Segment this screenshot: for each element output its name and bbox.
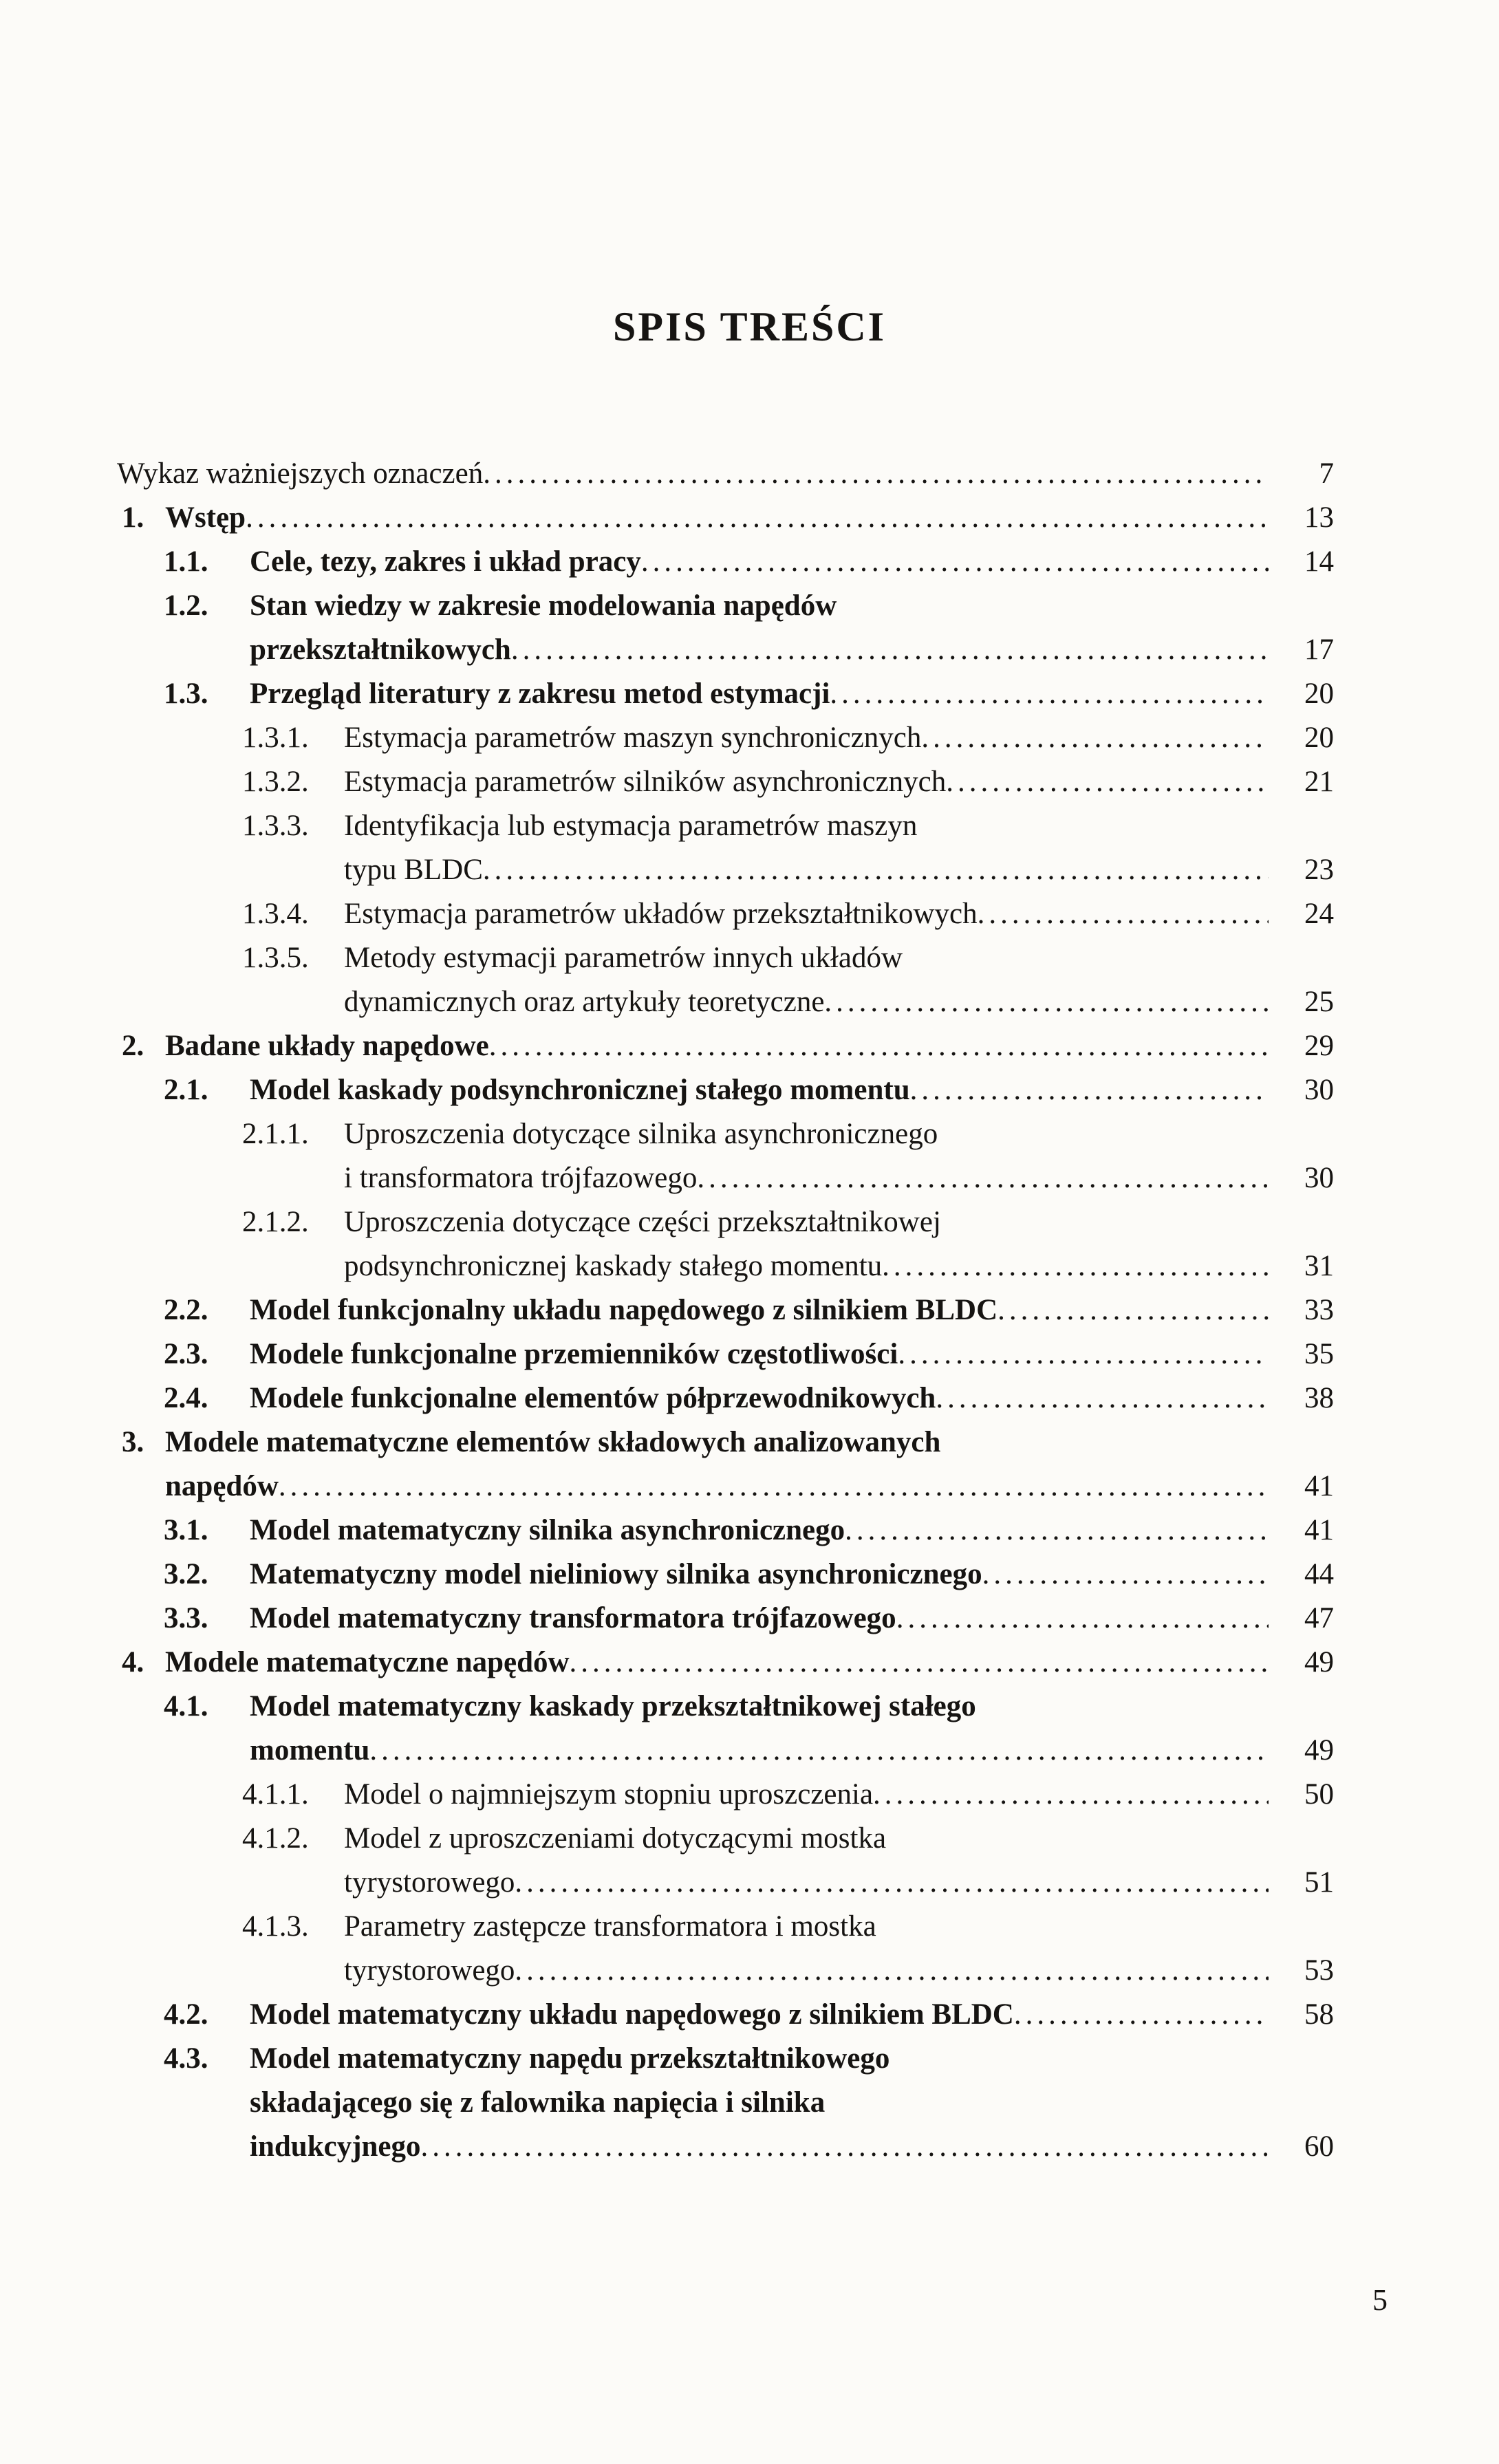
toc-entry-page: 60: [1304, 2130, 1334, 2163]
page-number: 5: [1372, 2283, 1388, 2317]
toc-entry-line: [0, 936, 1334, 980]
toc-entry: [0, 584, 1334, 672]
toc-entry-line: [0, 1376, 1334, 1420]
toc-entry-text: Modele funkcjonalne elementów półprzewodnikowych: [250, 1382, 936, 1414]
toc-entry-line: [0, 628, 1334, 672]
toc-entry-number: 4.3.: [164, 2042, 208, 2075]
dot-leader: [570, 1641, 1269, 1685]
dot-leader: [873, 1773, 1269, 1817]
toc-entry-line: [0, 1993, 1334, 2037]
toc-entry-page: 38: [1304, 1382, 1334, 1414]
toc-entry-number: 3.3.: [164, 1602, 208, 1634]
toc-entry-line: [0, 1597, 1334, 1641]
toc-entry-number: 3.1.: [164, 1514, 208, 1546]
toc-entry-line: [0, 1465, 1334, 1509]
toc-entry-text: indukcyjnego: [250, 2130, 421, 2163]
dot-leader: [882, 1244, 1269, 1288]
toc-entry-number: 1.3.: [164, 678, 208, 710]
toc-entry-text: Estymacja parametrów układów przekształtnikowych: [344, 898, 978, 930]
toc-entry-line: [0, 892, 1334, 936]
toc-entry-text: Model matematyczny układu napędowego z silnikiem BLDC: [250, 1998, 1014, 2031]
toc-entry-line: [0, 1332, 1334, 1376]
toc-entry-number: 1.: [122, 501, 144, 534]
toc-entry-line: [0, 1156, 1334, 1200]
dot-leader: [489, 1024, 1269, 1068]
dot-leader: [279, 1465, 1269, 1509]
toc-entry-number: 2.: [122, 1030, 144, 1062]
toc-entry: [0, 1200, 1334, 1288]
toc-entry-text: typu BLDC: [344, 854, 483, 886]
dot-leader: [978, 892, 1269, 936]
toc-entry-page: 44: [1304, 1558, 1334, 1590]
page-title: SPIS TREŚCI: [612, 304, 887, 349]
toc-entry-line: [0, 980, 1334, 1024]
toc-entry-number: 2.4.: [164, 1382, 208, 1414]
toc-entry-line: [0, 1949, 1334, 1993]
dot-leader: [1014, 1993, 1269, 2037]
toc-entry-page: 51: [1304, 1866, 1334, 1899]
dot-leader: [515, 1949, 1269, 1993]
toc-entry-number: 2.3.: [164, 1338, 208, 1370]
dot-leader: [946, 760, 1269, 804]
toc-entry-text: dynamicznych oraz artykuły teoretyczne: [344, 986, 825, 1018]
toc-entry-text: tyrystorowego: [344, 1954, 515, 1987]
toc-entry-line: [0, 1861, 1334, 1905]
dot-leader: [515, 1861, 1269, 1905]
dot-leader: [824, 980, 1269, 1024]
toc-entry-text: Wstęp: [165, 501, 246, 534]
toc-entry-line: [0, 1200, 1334, 1244]
toc-entry: [0, 452, 1334, 496]
toc-entry: [0, 1597, 1334, 1641]
toc-entry-page: 20: [1304, 722, 1334, 754]
toc-entry-line: [0, 1773, 1334, 1817]
toc-entry-line: [0, 804, 1334, 848]
dot-leader: [641, 540, 1269, 584]
toc-entry-text: Modele matematyczne napędów: [165, 1646, 570, 1678]
toc-entry-line: [0, 496, 1334, 540]
toc-entry-text: Uproszczenia dotyczące silnika asynchronicznego: [344, 1118, 938, 1150]
toc-entry-text: Model z uproszczeniami dotyczącymi mostka: [344, 1822, 887, 1855]
toc-entry-number: 4.1.2.: [242, 1822, 309, 1855]
toc-entry: [0, 716, 1334, 760]
toc-entry-number: 2.2.: [164, 1294, 208, 1326]
toc-entry-page: 49: [1304, 1734, 1334, 1766]
toc-entry-line: [0, 1420, 1334, 1465]
toc-entry-line: [0, 1729, 1334, 1773]
toc-entry-line: [0, 2081, 1334, 2125]
toc-entry-text: Wykaz ważniejszych oznaczeń: [117, 457, 484, 490]
toc-entry-text: Modele matematyczne elementów składowych analizowanych: [165, 1426, 941, 1458]
toc-entry-number: 2.1.2.: [242, 1206, 309, 1238]
dot-leader: [898, 1332, 1269, 1376]
toc-entry-text: momentu: [250, 1734, 370, 1766]
toc-entry: [0, 1509, 1334, 1553]
toc-entry-page: 35: [1304, 1338, 1334, 1370]
toc-entry-text: Model matematyczny silnika asynchronicznego: [250, 1514, 845, 1546]
toc-entry-line: [0, 1288, 1334, 1332]
dot-leader: [697, 1156, 1269, 1200]
toc-entry-text: Uproszczenia dotyczące części przekształtnikowej: [344, 1206, 941, 1238]
toc-entry-text: Badane układy napędowe: [165, 1030, 489, 1062]
toc-entry-line: [0, 2037, 1334, 2081]
toc-entry-text: Matematyczny model nieliniowy silnika asynchronicznego: [250, 1558, 982, 1590]
toc-entry-number: 4.1.: [164, 1690, 208, 1722]
dot-leader: [896, 1597, 1269, 1641]
toc-entry: [0, 1024, 1334, 1068]
toc-entry-line: [0, 1509, 1334, 1553]
toc-entry-number: 1.3.2.: [242, 766, 309, 798]
toc-entry-text: Modele funkcjonalne przemienników częstotliwości: [250, 1338, 898, 1370]
dot-leader: [421, 2125, 1269, 2169]
toc-entry-line: [0, 760, 1334, 804]
toc-entry: [0, 1993, 1334, 2037]
toc-entry: [0, 804, 1334, 892]
dot-leader: [921, 716, 1269, 760]
toc-entry-text: podsynchronicznej kaskady stałego momentu: [344, 1250, 883, 1282]
toc-entry-page: 14: [1304, 545, 1334, 578]
toc-entry-page: 30: [1304, 1162, 1334, 1194]
toc-entry: [0, 1420, 1334, 1509]
toc-entry-line: [0, 584, 1334, 628]
toc-entry-text: Cele, tezy, zakres i układ pracy: [250, 545, 641, 578]
toc-entry-line: [0, 672, 1334, 716]
toc-entry-line: [0, 540, 1334, 584]
toc-entry-page: 49: [1304, 1646, 1334, 1678]
toc-entry: [0, 1817, 1334, 1905]
toc-entry-number: 4.2.: [164, 1998, 208, 2031]
toc-entry: [0, 540, 1334, 584]
toc-entry-page: 24: [1304, 898, 1334, 930]
toc-entry-line: [0, 1905, 1334, 1949]
toc-entry-line: [0, 1685, 1334, 1729]
toc-entry-number: 3.2.: [164, 1558, 208, 1590]
dot-leader: [830, 672, 1269, 716]
table-of-contents: [0, 452, 1499, 2169]
dot-leader: [910, 1068, 1269, 1112]
dot-leader: [369, 1729, 1269, 1773]
toc-entry-line: [0, 1553, 1334, 1597]
toc-entry: [0, 892, 1334, 936]
toc-entry: [0, 1553, 1334, 1597]
dot-leader: [511, 628, 1269, 672]
toc-entry-page: 47: [1304, 1602, 1334, 1634]
toc-entry-number: 2.1.1.: [242, 1118, 309, 1150]
toc-entry-page: 7: [1319, 457, 1334, 490]
toc-entry: [0, 1685, 1334, 1773]
toc-entry-page: 30: [1304, 1074, 1334, 1106]
toc-entry: [0, 1773, 1334, 1817]
toc-entry-text: Estymacja parametrów silników asynchronicznych: [344, 766, 947, 798]
toc-entry-page: 25: [1304, 986, 1334, 1018]
toc-entry: [0, 936, 1334, 1024]
toc-entry-page: 33: [1304, 1294, 1334, 1326]
toc-entry-line: [0, 1817, 1334, 1861]
toc-entry-number: 4.1.3.: [242, 1910, 309, 1943]
toc-entry-text: Model funkcjonalny układu napędowego z silnikiem BLDC: [250, 1294, 998, 1326]
toc-entry-page: 13: [1304, 501, 1334, 534]
dot-leader: [936, 1376, 1269, 1420]
toc-entry-text: napędów: [165, 1470, 279, 1502]
toc-entry-text: Identyfikacja lub estymacja parametrów maszyn: [344, 810, 918, 842]
toc-entry-page: 41: [1304, 1514, 1334, 1546]
toc-entry-text: i transformatora trójfazowego: [344, 1162, 698, 1194]
toc-entry-line: [0, 848, 1334, 892]
toc-entry: [0, 1332, 1334, 1376]
dot-leader: [246, 496, 1269, 540]
toc-entry-line: [0, 1024, 1334, 1068]
toc-entry: [0, 1641, 1334, 1685]
toc-entry-number: 1.1.: [164, 545, 208, 578]
toc-entry: [0, 2037, 1334, 2169]
toc-entry-page: 29: [1304, 1030, 1334, 1062]
toc-entry-page: 31: [1304, 1250, 1334, 1282]
toc-entry-text: Model matematyczny transformatora trójfazowego: [250, 1602, 896, 1634]
toc-entry-text: Metody estymacji parametrów innych układów: [344, 942, 903, 974]
toc-entry: [0, 1288, 1334, 1332]
dot-leader: [997, 1288, 1269, 1332]
toc-entry: [0, 672, 1334, 716]
toc-entry: [0, 760, 1334, 804]
toc-entry-number: 3.: [122, 1426, 144, 1458]
toc-entry-page: 20: [1304, 678, 1334, 710]
toc-entry-text: Przegląd literatury z zakresu metod estymacji: [250, 678, 830, 710]
toc-entry-number: 1.3.4.: [242, 898, 309, 930]
toc-entry-number: 2.1.: [164, 1074, 208, 1106]
toc-entry-page: 23: [1304, 854, 1334, 886]
toc-entry: [0, 496, 1334, 540]
toc-entry-line: [0, 1641, 1334, 1685]
toc-entry-page: 21: [1304, 766, 1334, 798]
toc-entry-text: Estymacja parametrów maszyn synchronicznych: [344, 722, 922, 754]
toc-entry-text: Stan wiedzy w zakresie modelowania napędów: [250, 590, 837, 622]
toc-entry-line: [0, 2125, 1334, 2169]
toc-entry-line: [0, 1244, 1334, 1288]
dot-leader: [483, 452, 1269, 496]
toc-entry-text: Model o najmniejszym stopniu uproszczenia: [344, 1778, 874, 1811]
toc-entry-line: [0, 1112, 1334, 1156]
toc-entry-text: Model kaskady podsynchronicznej stałego momentu: [250, 1074, 910, 1106]
toc-entry-number: 4.: [122, 1646, 144, 1678]
toc-entry-text: Model matematyczny napędu przekształtnikowego: [250, 2042, 890, 2075]
toc-entry-page: 41: [1304, 1470, 1334, 1502]
toc-entry-page: 58: [1304, 1998, 1334, 2031]
dot-leader: [483, 848, 1269, 892]
toc-entry-text: Parametry zastępcze transformatora i mostka: [344, 1910, 876, 1943]
toc-entry-number: 1.3.5.: [242, 942, 309, 974]
dot-leader: [982, 1553, 1269, 1597]
toc-entry-line: [0, 1068, 1334, 1112]
toc-entry-number: 4.1.1.: [242, 1778, 309, 1811]
toc-entry-number: 1.3.3.: [242, 810, 309, 842]
toc-entry-page: 17: [1304, 634, 1334, 666]
toc-entry-number: 1.3.1.: [242, 722, 309, 754]
toc-entry-line: [0, 716, 1334, 760]
toc-entry-number: 1.2.: [164, 590, 208, 622]
toc-entry: [0, 1905, 1334, 1993]
dot-leader: [845, 1509, 1269, 1553]
toc-entry-page: 50: [1304, 1778, 1334, 1811]
toc-entry-text: Model matematyczny kaskady przekształtnikowej stałego: [250, 1690, 976, 1722]
toc-entry: [0, 1112, 1334, 1200]
toc-entry: [0, 1376, 1334, 1420]
toc-entry-text: przekształtnikowych: [250, 634, 511, 666]
toc-entry-line: [0, 452, 1334, 496]
toc-entry-page: 53: [1304, 1954, 1334, 1987]
toc-entry-text: składającego się z falownika napięcia i silnika: [250, 2086, 826, 2119]
toc-entry-text: tyrystorowego: [344, 1866, 515, 1899]
toc-entry: [0, 1068, 1334, 1112]
